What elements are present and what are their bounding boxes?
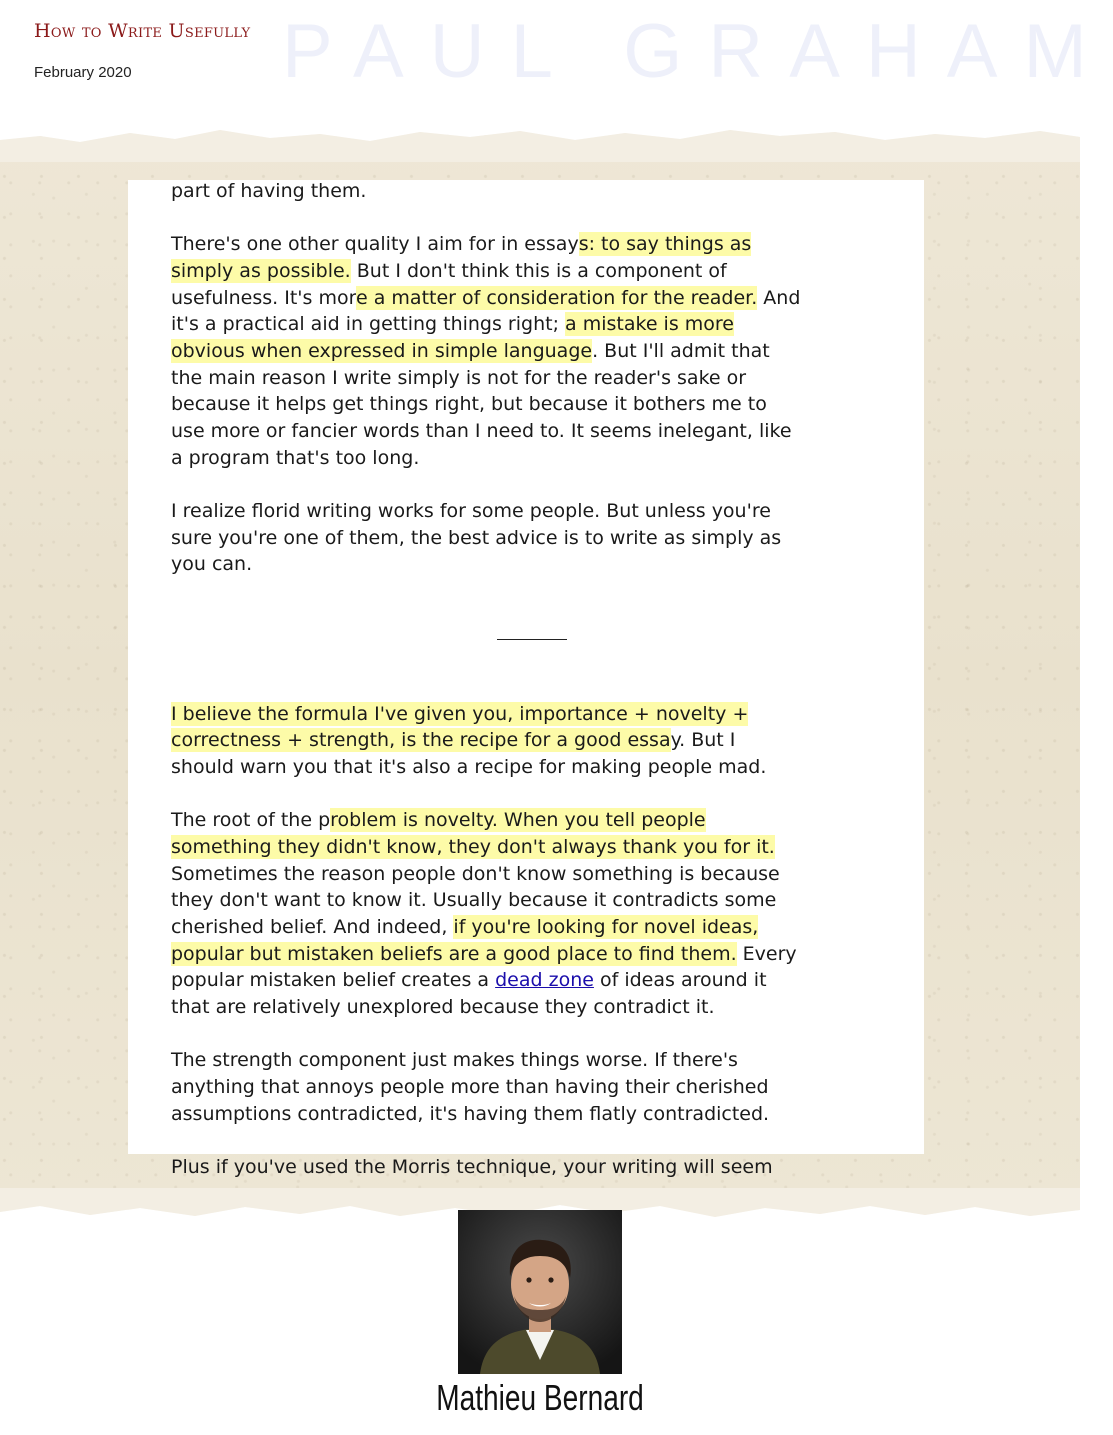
essay-date: February 2020 [34,64,132,81]
highlight: simply as possible. [171,259,351,282]
highlight: roblem is novelty. When you tell people [330,809,706,832]
torn-edge-top [0,118,1080,162]
watermark: PAUL GRAHAM [282,9,1113,94]
paragraph: The strength component just makes things worse. If there's anything that annoys people more than having their cherished assumptions contradicted, it's having them flatly contradicted. [171,1049,770,1125]
section-divider-wrap [171,605,901,701]
dead-zone-link[interactable]: dead zone [495,969,594,992]
highlight: s: to say things as [578,233,752,256]
highlight: something they didn't know, they don't always thank you for it. [171,835,775,858]
highlight: obvious when expressed in simple language [171,340,593,363]
highlight: I believe the formula I've given you, importance + novelty + [171,702,749,725]
highlight: popular but mistaken beliefs are a good place to find them. [171,942,737,965]
paragraph: Plus if you've used the Morris technique, your writing will seem [171,1155,773,1178]
paragraph: I realize florid writing works for some people. But unless you're sure you're one of them, the best advice is to write as simply as you can. [171,500,782,576]
essay-excerpt [128,180,924,1178]
paragraph: The root of the problem is novelty. When you tell people something they didn't know, they don't always thank you for it. Sometimes the reason people don't know something is because they don't want to know it. Usually because it contradicts some cherished belief. And indeed, if you're looking for novel ideas, popular but mistaken beliefs are a good place to find them. Every popular mistaken belief creates a dead zone of ideas around it that are relatively unexplored because they contradict it. [171,809,797,1019]
section-divider [497,639,567,640]
essay-title: How to Write Usefully [34,20,251,42]
highlight: e a matter of consideration for the reader. [356,286,758,309]
highlight: if you're looking for novel ideas, [453,916,759,939]
author-name: Mathieu Bernard [436,1377,644,1418]
highlight: correctness + strength, is the recipe for a good essa [171,729,671,752]
paragraph: part of having them. [171,180,367,202]
highlight: a mistake is more [565,313,734,336]
paragraph: There's one other quality I aim for in essays: to say things as simply as possible. But I don't think this is a component of usefulness. It's more a matter of consideration for the reader. And it's a practical aid in getting things right; a mistake is more obvious when expressed in simple language. But I'll admit that the main reason I write simply is not for the reader's sake or because it helps get things right, but because it bothers me to use more or fancier words than I need to. It seems inelegant, like a program that's too long. [171,233,801,469]
author-avatar [458,1210,622,1374]
paragraph: I believe the formula I've given you, importance + novelty + correctness + strength, is the recipe for a good essay. But I should warn you that it's also a recipe for making people mad. [171,702,767,779]
